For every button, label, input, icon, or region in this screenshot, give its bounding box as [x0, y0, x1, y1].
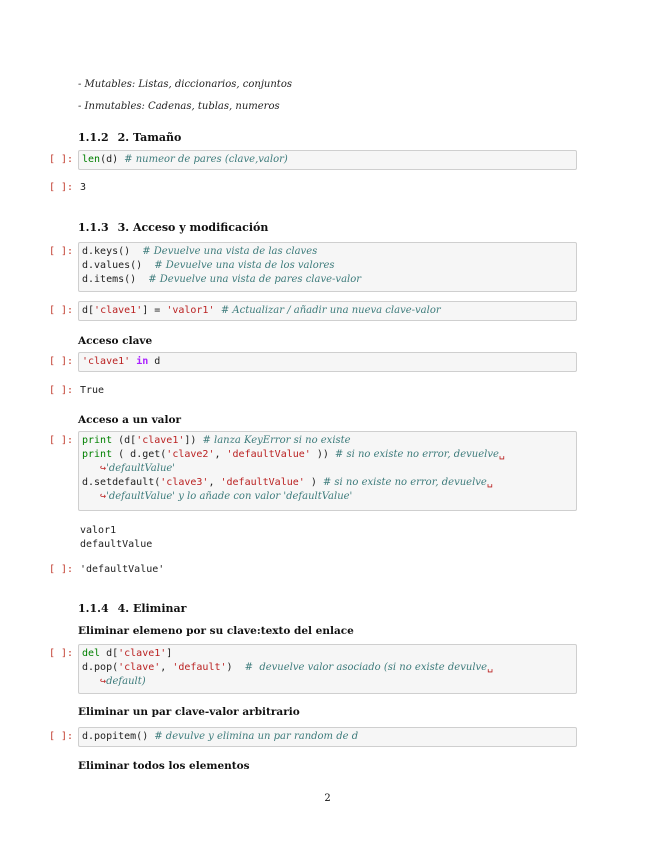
page-number: 2	[324, 793, 331, 804]
code-comment: # Devuelve una vista de pares clave-valor	[148, 274, 362, 285]
section-heading-acceso	[78, 221, 268, 234]
code-comment: # Devuelve una vista de los valores	[154, 260, 335, 271]
line-wrap-icon: ␣	[498, 449, 505, 460]
code-comment: # Actualizar / añadir una nueva clave-valor	[214, 305, 441, 316]
code-comment: # devulve y elimina un par random de d	[154, 731, 359, 742]
code-token: d.popitem()	[82, 731, 155, 742]
code-string: 'default'	[172, 662, 227, 673]
cell-prompt: [ ]:	[49, 648, 74, 659]
line-wrap-icon: ␣	[486, 477, 493, 488]
code-token: ))	[310, 449, 335, 460]
line-continuation-icon: ↪	[82, 491, 107, 502]
code-string: 'clave1'	[136, 435, 185, 446]
line-wrap-icon: ␣	[487, 662, 494, 673]
code-token: (d[	[112, 435, 137, 446]
code-token: (d)	[100, 154, 125, 165]
bullet-inmutables: - Inmutables: Cadenas, tublas, numeros	[78, 101, 280, 112]
code-comment: # numeor de pares (clave,valor)	[124, 154, 288, 165]
line-continuation-icon: ↪	[82, 676, 107, 687]
line-continuation-icon: ↪	[82, 463, 107, 474]
output-in: True	[80, 385, 105, 396]
cell-prompt: [ ]:	[49, 435, 74, 446]
code-token: ,	[208, 477, 221, 488]
code-token: )	[304, 477, 323, 488]
code-token: d.items()	[82, 274, 149, 285]
code-string: 'defaultValue'	[226, 449, 311, 460]
code-string: 'clave1'	[118, 648, 167, 659]
code-comment: # devuelve valor asociado (si no existe devulve	[244, 662, 488, 673]
subheading-eliminar-todos: Eliminar todos los elementos	[78, 760, 250, 772]
code-cell-assign[interactable]	[78, 301, 577, 321]
section-number: 1.1.2	[78, 131, 109, 144]
output-len: 3	[80, 182, 87, 193]
section-heading-tamano	[78, 131, 181, 144]
code-token: d.setdefault(	[82, 477, 161, 488]
code-comment: 'defaultValue'	[106, 463, 176, 474]
code-string: 'valor1'	[166, 305, 215, 316]
code-string: 'clave2'	[166, 449, 215, 460]
code-string: 'clave'	[118, 662, 161, 673]
code-token: ]	[166, 648, 173, 659]
output-prompt: [ ]:	[49, 385, 74, 396]
code-string: 'clave3'	[160, 477, 209, 488]
code-comment: default)	[106, 676, 146, 687]
code-token: d[	[82, 305, 95, 316]
code-cell-del[interactable]	[78, 644, 577, 694]
code-comment: 'defaultValue' y lo añade con valor 'defaultValue'	[106, 491, 353, 502]
cell-prompt: [ ]:	[49, 246, 74, 257]
code-token: ])	[184, 435, 203, 446]
code-keyword: print	[82, 435, 113, 446]
cell-prompt: [ ]:	[49, 731, 74, 742]
code-comment: # lanza KeyError si no existe	[202, 435, 351, 446]
section-title: 2. Tamaño	[117, 131, 182, 144]
code-token: d[	[100, 648, 119, 659]
code-keyword: print	[82, 449, 113, 460]
cell-prompt: [ ]:	[49, 305, 74, 316]
code-token: ( d.get(	[112, 449, 167, 460]
code-comment: # si no existe no error, devuelve	[334, 449, 499, 460]
output-prompt: [ ]:	[49, 182, 74, 193]
code-token: ,	[214, 449, 227, 460]
output-print: valor1 defaultValue	[80, 525, 153, 550]
code-cell-len[interactable]	[78, 150, 577, 170]
section-number: 1.1.4	[78, 602, 109, 615]
code-keyword: del	[82, 648, 101, 659]
code-string: 'defaultValue'	[220, 477, 305, 488]
section-heading-eliminar	[78, 602, 186, 615]
code-token: )	[226, 662, 245, 673]
code-token: d	[154, 356, 161, 367]
subheading-acceso-clave: Acceso clave	[78, 335, 153, 347]
bullet-mutables: - Mutables: Listas, diccionarios, conjuntos	[78, 79, 292, 90]
section-number: 1.1.3	[78, 221, 109, 234]
cell-prompt: [ ]:	[49, 154, 74, 165]
code-token: ] =	[142, 305, 167, 316]
subheading-acceso-valor: Acceso a un valor	[78, 414, 181, 426]
code-string: 'clave1'	[94, 305, 143, 316]
code-token: len	[82, 154, 101, 165]
subheading-eliminar-par: Eliminar un par clave-valor arbitrario	[78, 706, 300, 718]
code-token: d.pop(	[82, 662, 119, 673]
code-cell-views[interactable]	[78, 242, 577, 292]
code-token: d.keys()	[82, 246, 143, 257]
code-cell-in[interactable]	[78, 352, 577, 372]
subheading-eliminar-clave: Eliminar elemeno por su clave:texto del enlace	[78, 625, 354, 637]
section-title: 4. Eliminar	[117, 602, 187, 615]
code-cell-print[interactable]	[78, 431, 577, 511]
code-token: ,	[160, 662, 173, 673]
code-string: 'clave1'	[82, 356, 131, 367]
section-title: 3. Acceso y modificación	[117, 221, 269, 234]
code-comment: # si no existe no error, devuelve	[322, 477, 487, 488]
code-keyword: in	[130, 356, 155, 367]
code-comment: # Devuelve una vista de las claves	[142, 246, 318, 257]
code-cell-popitem[interactable]	[78, 727, 577, 747]
cell-prompt: [ ]:	[49, 356, 74, 367]
output-prompt: [ ]:	[49, 564, 74, 575]
output-setdefault: 'defaultValue'	[80, 564, 165, 575]
code-token: d.values()	[82, 260, 155, 271]
